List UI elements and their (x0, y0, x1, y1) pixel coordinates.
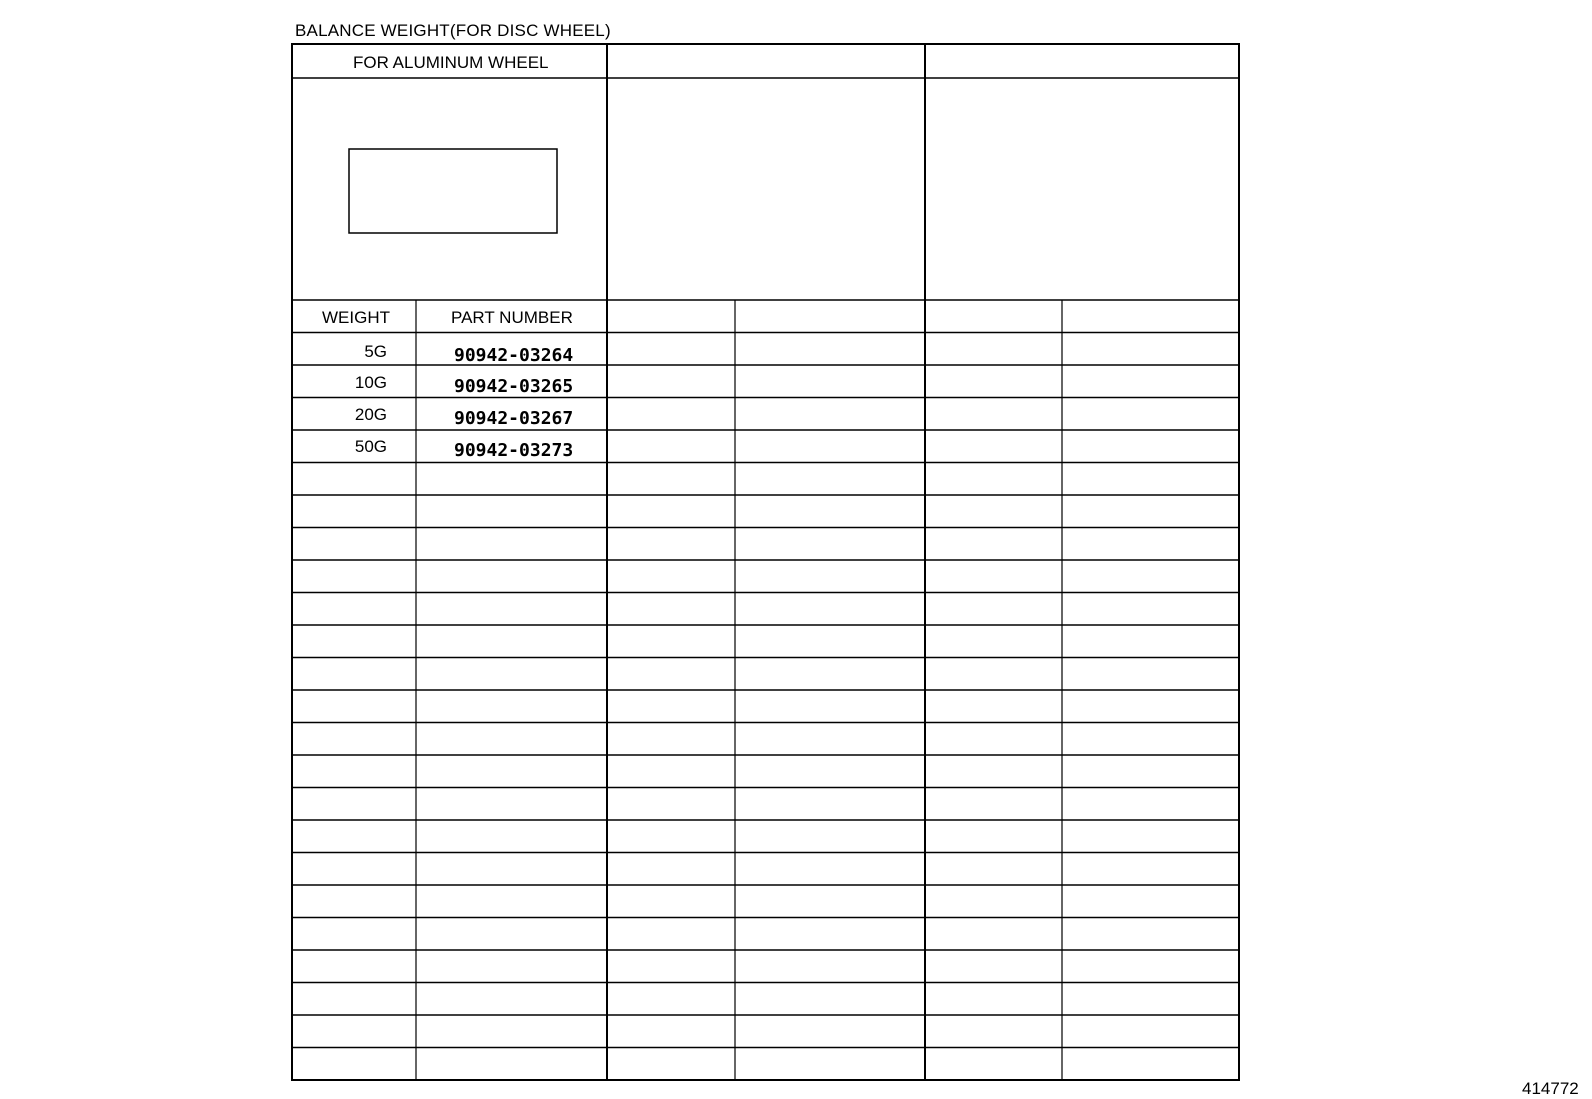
row-part-number: 90942-03267 (454, 408, 574, 429)
column-header-weight: WEIGHT (322, 308, 390, 327)
row-part-number: 90942-03264 (454, 345, 574, 366)
table-border (292, 44, 1239, 1080)
row-weight: 20G (354, 405, 387, 424)
reference-number: 414772 (1522, 1079, 1579, 1098)
page-title: BALANCE WEIGHT(FOR DISC WHEEL) (295, 21, 611, 40)
row-weight: 10G (354, 373, 387, 392)
column-header-part-number: PART NUMBER (451, 308, 573, 327)
group-header-aluminum-wheel: FOR ALUMINUM WHEEL (353, 53, 549, 72)
row-weight: 5G (364, 342, 387, 361)
row-part-number: 90942-03265 (454, 376, 574, 397)
weight-illustration (349, 149, 557, 233)
row-part-number: 90942-03273 (454, 440, 574, 461)
row-weight: 50G (354, 437, 387, 456)
